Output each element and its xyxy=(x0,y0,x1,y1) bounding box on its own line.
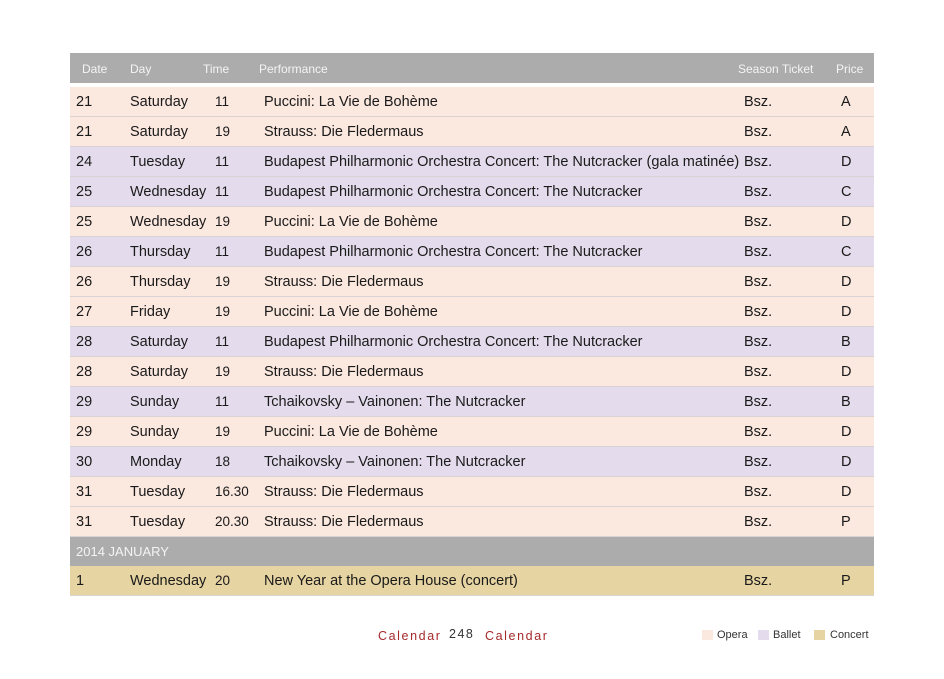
cell-day: Friday xyxy=(130,304,171,320)
cell-date: 26 xyxy=(76,244,93,260)
table-row xyxy=(70,237,874,267)
cell-performance: Budapest Philharmonic Orchestra Concert: The Nutcracker xyxy=(264,334,643,350)
footer-right-label: Calendar xyxy=(485,629,549,643)
cell-performance: Puccini: La Vie de Bohème xyxy=(264,424,438,440)
cell-performance: Budapest Philharmonic Orchestra Concert: The Nutcracker xyxy=(264,244,643,260)
cell-season-ticket: Bsz. xyxy=(744,274,773,290)
cell-season-ticket: Bsz. xyxy=(744,124,773,140)
table-row xyxy=(70,477,874,507)
cell-season-ticket: Bsz. xyxy=(744,454,773,470)
table-row xyxy=(70,357,874,387)
cell-performance: Puccini: La Vie de Bohème xyxy=(264,304,438,320)
page-footer xyxy=(0,627,944,647)
section-heading-row xyxy=(70,537,874,566)
footer-left-label: Calendar xyxy=(378,629,442,643)
cell-price: A xyxy=(841,94,851,110)
cell-season-ticket: Bsz. xyxy=(744,214,773,230)
cell-time: 19 xyxy=(215,424,231,439)
cell-day: Wednesday xyxy=(130,184,207,200)
cell-time: 11 xyxy=(215,154,230,169)
cell-date: 26 xyxy=(76,274,93,290)
cell-price: D xyxy=(841,154,852,170)
table-row xyxy=(70,387,874,417)
legend-swatch-opera xyxy=(702,630,713,640)
cell-price: D xyxy=(841,424,852,440)
cell-day: Sunday xyxy=(130,394,180,410)
cell-season-ticket: Bsz. xyxy=(744,184,773,200)
section-heading: 2014 JANUARY xyxy=(76,544,169,559)
cell-price: D xyxy=(841,364,852,380)
cell-date: 1 xyxy=(76,573,85,589)
cell-date: 31 xyxy=(76,514,93,530)
cell-date: 31 xyxy=(76,484,93,500)
cell-price: P xyxy=(841,573,851,589)
cell-time: 11 xyxy=(215,94,230,109)
legend-label-concert: Concert xyxy=(830,629,869,641)
table-row xyxy=(70,207,874,237)
cell-price: D xyxy=(841,214,852,230)
cell-performance: New Year at the Opera House (concert) xyxy=(264,573,518,589)
cell-date: 24 xyxy=(76,154,93,170)
cell-price: C xyxy=(841,184,852,200)
table-row xyxy=(70,177,874,207)
cell-performance: Tchaikovsky – Vainonen: The Nutcracker xyxy=(264,454,526,470)
cell-performance: Tchaikovsky – Vainonen: The Nutcracker xyxy=(264,394,526,410)
cell-day: Saturday xyxy=(130,124,189,140)
cell-time: 11 xyxy=(215,184,230,199)
cell-time: 19 xyxy=(215,304,231,319)
cell-time: 19 xyxy=(215,124,231,139)
cell-day: Saturday xyxy=(130,334,189,350)
cell-day: Tuesday xyxy=(130,514,186,530)
cell-season-ticket: Bsz. xyxy=(744,304,773,320)
cell-performance: Budapest Philharmonic Orchestra Concert: The Nutcracker xyxy=(264,184,643,200)
cell-date: 25 xyxy=(76,214,93,230)
cell-performance: Strauss: Die Fledermaus xyxy=(264,124,424,140)
cell-price: C xyxy=(841,244,852,260)
cell-day: Wednesday xyxy=(130,573,207,589)
cell-time: 11 xyxy=(215,244,230,259)
cell-date: 25 xyxy=(76,184,93,200)
header-time: Time xyxy=(203,62,230,76)
cell-season-ticket: Bsz. xyxy=(744,573,773,589)
legend-swatch-concert xyxy=(814,630,825,640)
cell-season-ticket: Bsz. xyxy=(744,484,773,500)
legend-label-opera: Opera xyxy=(717,629,748,641)
cell-date: 27 xyxy=(76,304,93,320)
legend-swatch-ballet xyxy=(758,630,769,640)
cell-day: Sunday xyxy=(130,424,180,440)
cell-price: P xyxy=(841,514,851,530)
table-row xyxy=(70,327,874,357)
table-row xyxy=(70,147,874,177)
header-date: Date xyxy=(82,62,108,76)
table-row xyxy=(70,297,874,327)
header-season-ticket: Season Ticket xyxy=(738,62,814,76)
cell-day: Thursday xyxy=(130,244,191,260)
cell-time: 11 xyxy=(215,334,230,349)
table-row xyxy=(70,117,874,147)
cell-performance: Strauss: Die Fledermaus xyxy=(264,514,424,530)
cell-season-ticket: Bsz. xyxy=(744,334,773,350)
cell-performance: Budapest Philharmonic Orchestra Concert: The Nutcracker (gala matinée) xyxy=(264,154,740,170)
header-price: Price xyxy=(836,62,864,76)
cell-price: B xyxy=(841,394,851,410)
cell-time: 11 xyxy=(215,394,230,409)
cell-time: 20 xyxy=(215,573,231,588)
cell-season-ticket: Bsz. xyxy=(744,154,773,170)
cell-day: Saturday xyxy=(130,94,189,110)
table-row xyxy=(70,507,874,537)
cell-price: A xyxy=(841,124,851,140)
cell-time: 19 xyxy=(215,364,231,379)
cell-time: 20.30 xyxy=(215,514,249,529)
cell-date: 28 xyxy=(76,364,93,380)
cell-day: Tuesday xyxy=(130,154,186,170)
cell-date: 30 xyxy=(76,454,93,470)
cell-price: D xyxy=(841,304,852,320)
cell-day: Thursday xyxy=(130,274,191,290)
cell-date: 21 xyxy=(76,124,93,140)
cell-time: 16.30 xyxy=(215,484,249,499)
table-row xyxy=(70,267,874,297)
calendar-table xyxy=(70,53,874,596)
cell-day: Tuesday xyxy=(130,484,186,500)
header-performance: Performance xyxy=(259,62,328,76)
cell-season-ticket: Bsz. xyxy=(744,364,773,380)
legend-label-ballet: Ballet xyxy=(773,629,801,641)
cell-season-ticket: Bsz. xyxy=(744,244,773,260)
cell-date: 28 xyxy=(76,334,93,350)
cell-performance: Puccini: La Vie de Bohème xyxy=(264,214,438,230)
cell-season-ticket: Bsz. xyxy=(744,394,773,410)
cell-day: Wednesday xyxy=(130,214,207,230)
cell-time: 18 xyxy=(215,454,231,469)
cell-price: D xyxy=(841,484,852,500)
cell-performance: Puccini: La Vie de Bohème xyxy=(264,94,438,110)
table-row xyxy=(70,87,874,117)
cell-time: 19 xyxy=(215,274,231,289)
header-day: Day xyxy=(130,62,152,76)
cell-performance: Strauss: Die Fledermaus xyxy=(264,484,424,500)
cell-performance: Strauss: Die Fledermaus xyxy=(264,364,424,380)
cell-season-ticket: Bsz. xyxy=(744,94,773,110)
cell-date: 29 xyxy=(76,424,93,440)
cell-performance: Strauss: Die Fledermaus xyxy=(264,274,424,290)
cell-time: 19 xyxy=(215,214,231,229)
table-row xyxy=(70,566,874,596)
cell-date: 21 xyxy=(76,94,93,110)
cell-price: B xyxy=(841,334,851,350)
table-header xyxy=(70,53,874,83)
table-row xyxy=(70,417,874,447)
cell-price: D xyxy=(841,454,852,470)
cell-day: Monday xyxy=(130,454,182,470)
cell-price: D xyxy=(841,274,852,290)
page-number: 248 xyxy=(449,627,475,641)
table-row xyxy=(70,447,874,477)
cell-day: Saturday xyxy=(130,364,189,380)
cell-season-ticket: Bsz. xyxy=(744,514,773,530)
cell-date: 29 xyxy=(76,394,93,410)
cell-season-ticket: Bsz. xyxy=(744,424,773,440)
